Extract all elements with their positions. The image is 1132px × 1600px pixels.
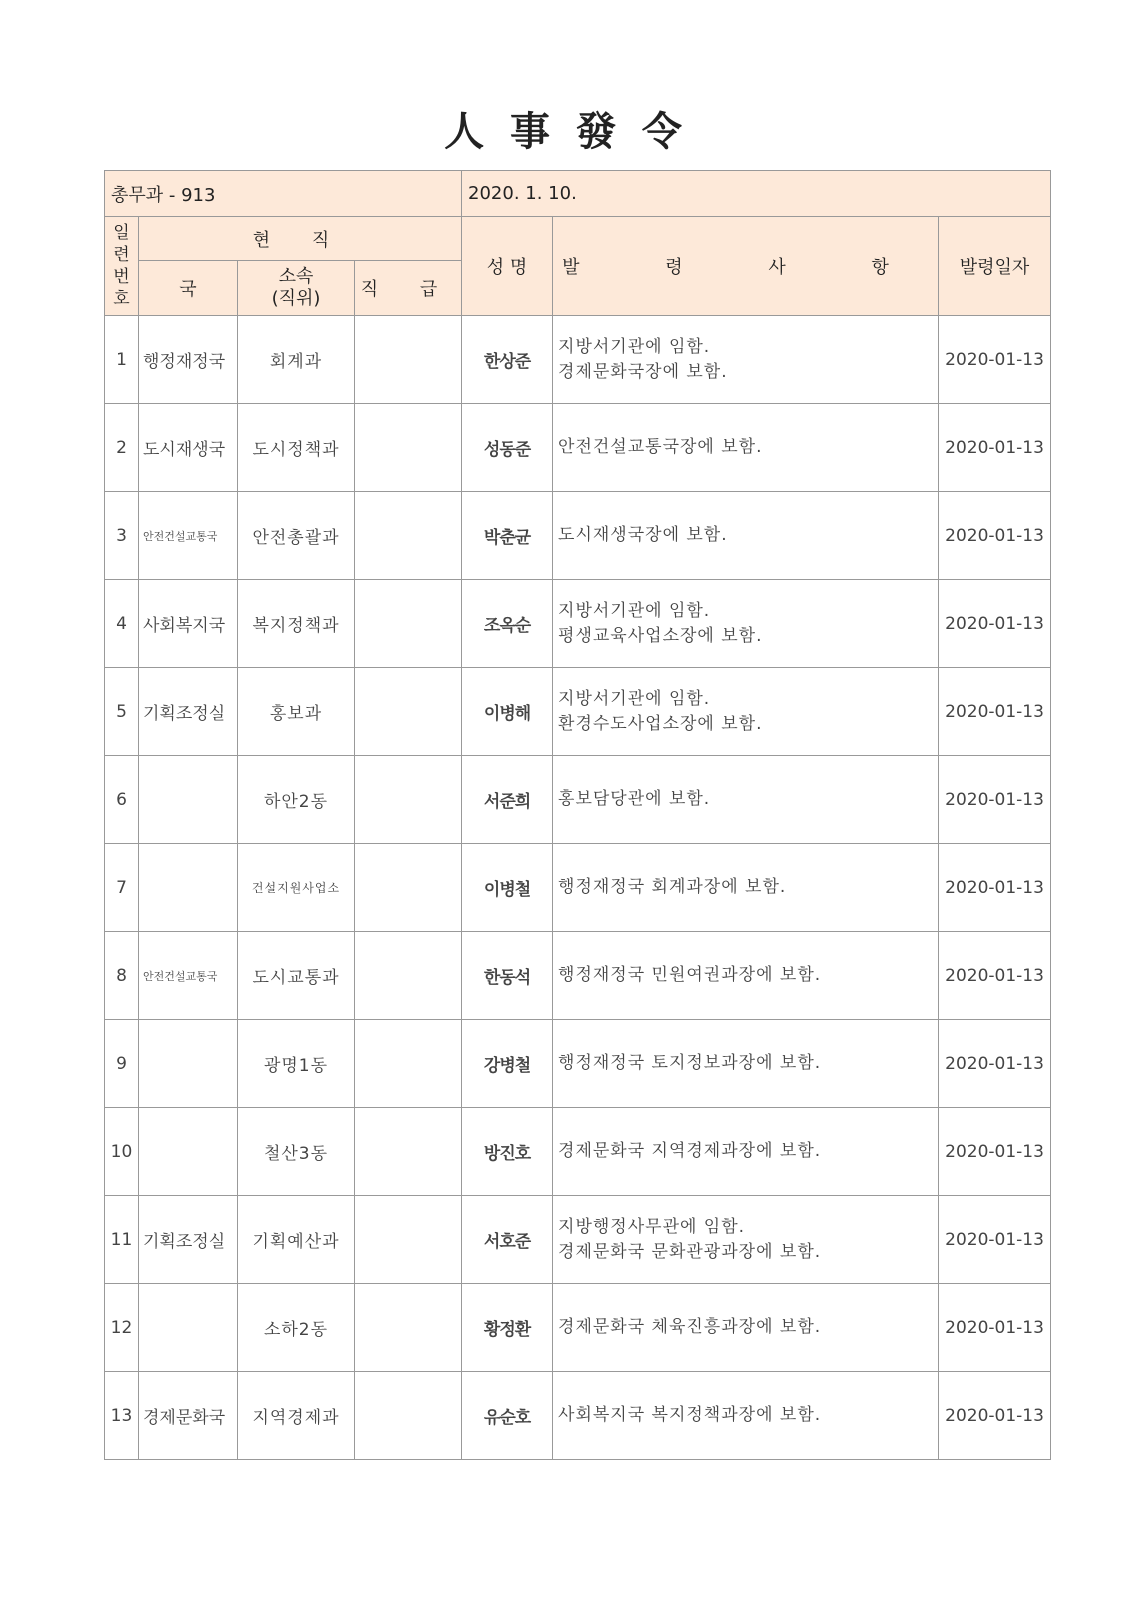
row-order-line-1: 지방서기관에 임함.	[558, 336, 711, 357]
row-number: 1	[105, 316, 139, 404]
row-name: 황정환	[462, 1284, 553, 1372]
row-bureau	[139, 1020, 238, 1108]
header-affiliation: 소속 (직위)	[238, 261, 355, 316]
row-number: 12	[105, 1284, 139, 1372]
row-department: 홍보과	[238, 668, 355, 756]
row-date: 2020-01-13	[939, 492, 1051, 580]
header-grade: 직 급	[355, 261, 462, 316]
row-number: 6	[105, 756, 139, 844]
row-grade	[355, 404, 462, 492]
personnel-order-table	[104, 170, 1051, 1460]
row-grade	[355, 1196, 462, 1284]
row-order	[553, 1108, 939, 1196]
row-grade	[355, 844, 462, 932]
row-order	[553, 756, 939, 844]
row-bureau: 기획조정실	[139, 1196, 238, 1284]
table-row	[105, 668, 1051, 756]
row-name: 이병해	[462, 668, 553, 756]
row-grade	[355, 492, 462, 580]
row-bureau: 사회복지국	[139, 580, 238, 668]
row-number: 13	[105, 1372, 139, 1460]
row-number: 7	[105, 844, 139, 932]
table-row	[105, 1372, 1051, 1460]
row-date: 2020-01-13	[939, 1108, 1051, 1196]
row-bureau: 도시재생국	[139, 404, 238, 492]
row-grade	[355, 756, 462, 844]
row-department: 도시정책과	[238, 404, 355, 492]
row-number: 2	[105, 404, 139, 492]
row-date: 2020-01-13	[939, 1196, 1051, 1284]
row-order-line-2: 평생교육사업소장에 보함.	[558, 625, 763, 646]
row-grade	[355, 316, 462, 404]
row-order-line-1: 안전건설교통국장에 보함.	[558, 437, 763, 457]
row-order-line-2: 경제문화국 문화관광과장에 보함.	[558, 1241, 822, 1262]
row-name: 박춘균	[462, 492, 553, 580]
row-order-line-2: 환경수도사업소장에 보함.	[558, 713, 763, 734]
row-grade	[355, 668, 462, 756]
table-row	[105, 316, 1051, 404]
row-grade	[355, 1020, 462, 1108]
row-grade	[355, 1284, 462, 1372]
row-date: 2020-01-13	[939, 668, 1051, 756]
row-number: 3	[105, 492, 139, 580]
row-department: 하안2동	[238, 756, 355, 844]
row-department: 철산3동	[238, 1108, 355, 1196]
table-row	[105, 1284, 1051, 1372]
row-bureau: 기획조정실	[139, 668, 238, 756]
row-bureau: 경제문화국	[139, 1372, 238, 1460]
row-order-line-1: 행정재정국 토지정보과장에 보함.	[558, 1053, 822, 1073]
row-bureau: 안전건설교통국	[139, 932, 238, 1020]
table-row	[105, 1196, 1051, 1284]
header-current-post: 현 직	[139, 217, 462, 261]
table-row	[105, 580, 1051, 668]
row-order	[553, 1196, 939, 1284]
row-order-line-1: 경제문화국 지역경제과장에 보함.	[558, 1141, 822, 1161]
row-number: 8	[105, 932, 139, 1020]
header-order: 발 령 사 항	[553, 217, 939, 316]
row-bureau	[139, 1284, 238, 1372]
row-order-line-1: 도시재생국장에 보함.	[558, 525, 728, 545]
row-order	[553, 1284, 939, 1372]
row-name: 조옥순	[462, 580, 553, 668]
row-department: 광명1동	[238, 1020, 355, 1108]
row-order-line-1: 홍보담당관에 보함.	[558, 789, 711, 809]
table-row	[105, 1020, 1051, 1108]
row-order-line-1: 사회복지국 복지정책과장에 보함.	[558, 1405, 822, 1425]
row-order	[553, 316, 939, 404]
table-row	[105, 404, 1051, 492]
row-name: 한상준	[462, 316, 553, 404]
row-date: 2020-01-13	[939, 844, 1051, 932]
row-order-line-1: 행정재정국 민원여권과장에 보함.	[558, 965, 822, 985]
row-name: 강병철	[462, 1020, 553, 1108]
row-order-line-1: 지방행정사무관에 임함.	[558, 1216, 746, 1237]
row-number: 5	[105, 668, 139, 756]
table-row	[105, 932, 1051, 1020]
row-order-line-1: 경제문화국 체육진흥과장에 보함.	[558, 1317, 822, 1337]
doc-number: 총무과 - 913	[105, 171, 462, 217]
row-order	[553, 1020, 939, 1108]
row-number: 4	[105, 580, 139, 668]
row-name: 이병철	[462, 844, 553, 932]
row-number: 9	[105, 1020, 139, 1108]
row-date: 2020-01-13	[939, 1020, 1051, 1108]
row-date: 2020-01-13	[939, 932, 1051, 1020]
row-number: 11	[105, 1196, 139, 1284]
row-department: 소하2동	[238, 1284, 355, 1372]
doc-date: 2020. 1. 10.	[462, 171, 1051, 217]
row-order-line-1: 지방서기관에 임함.	[558, 688, 711, 709]
row-name: 유순호	[462, 1372, 553, 1460]
row-bureau	[139, 844, 238, 932]
row-bureau	[139, 1108, 238, 1196]
row-name: 방진호	[462, 1108, 553, 1196]
header-name: 성 명	[462, 217, 553, 316]
row-bureau: 행정재정국	[139, 316, 238, 404]
table-row	[105, 756, 1051, 844]
header-serial: 일련번호	[105, 217, 139, 316]
table-row	[105, 844, 1051, 932]
row-order-line-1: 행정재정국 회계과장에 보함.	[558, 877, 787, 897]
row-grade	[355, 1372, 462, 1460]
row-grade	[355, 1108, 462, 1196]
row-order	[553, 404, 939, 492]
row-name: 서호준	[462, 1196, 553, 1284]
row-order	[553, 492, 939, 580]
row-department: 복지정책과	[238, 580, 355, 668]
row-order-line-2: 경제문화국장에 보함.	[558, 361, 728, 382]
row-date: 2020-01-13	[939, 756, 1051, 844]
table-row	[105, 1108, 1051, 1196]
row-department: 지역경제과	[238, 1372, 355, 1460]
row-bureau: 안전건설교통국	[139, 492, 238, 580]
row-order	[553, 1372, 939, 1460]
row-department: 도시교통과	[238, 932, 355, 1020]
table-row	[105, 492, 1051, 580]
header-date: 발령일자	[939, 217, 1051, 316]
row-date: 2020-01-13	[939, 404, 1051, 492]
row-order	[553, 668, 939, 756]
row-department: 회계과	[238, 316, 355, 404]
row-department: 기획예산과	[238, 1196, 355, 1284]
row-name: 서준희	[462, 756, 553, 844]
row-name: 성동준	[462, 404, 553, 492]
row-number: 10	[105, 1108, 139, 1196]
row-order	[553, 844, 939, 932]
document-title: 人 事 發 令	[444, 108, 688, 155]
row-order	[553, 932, 939, 1020]
row-date: 2020-01-13	[939, 316, 1051, 404]
header-bureau: 국	[139, 261, 238, 316]
row-grade	[355, 932, 462, 1020]
row-name: 한동석	[462, 932, 553, 1020]
row-date: 2020-01-13	[939, 1284, 1051, 1372]
row-bureau	[139, 756, 238, 844]
row-date: 2020-01-13	[939, 580, 1051, 668]
row-department: 건설지원사업소	[238, 844, 355, 932]
row-order-line-1: 지방서기관에 임함.	[558, 600, 711, 621]
row-date: 2020-01-13	[939, 1372, 1051, 1460]
row-order	[553, 580, 939, 668]
row-department: 안전총괄과	[238, 492, 355, 580]
row-grade	[355, 580, 462, 668]
